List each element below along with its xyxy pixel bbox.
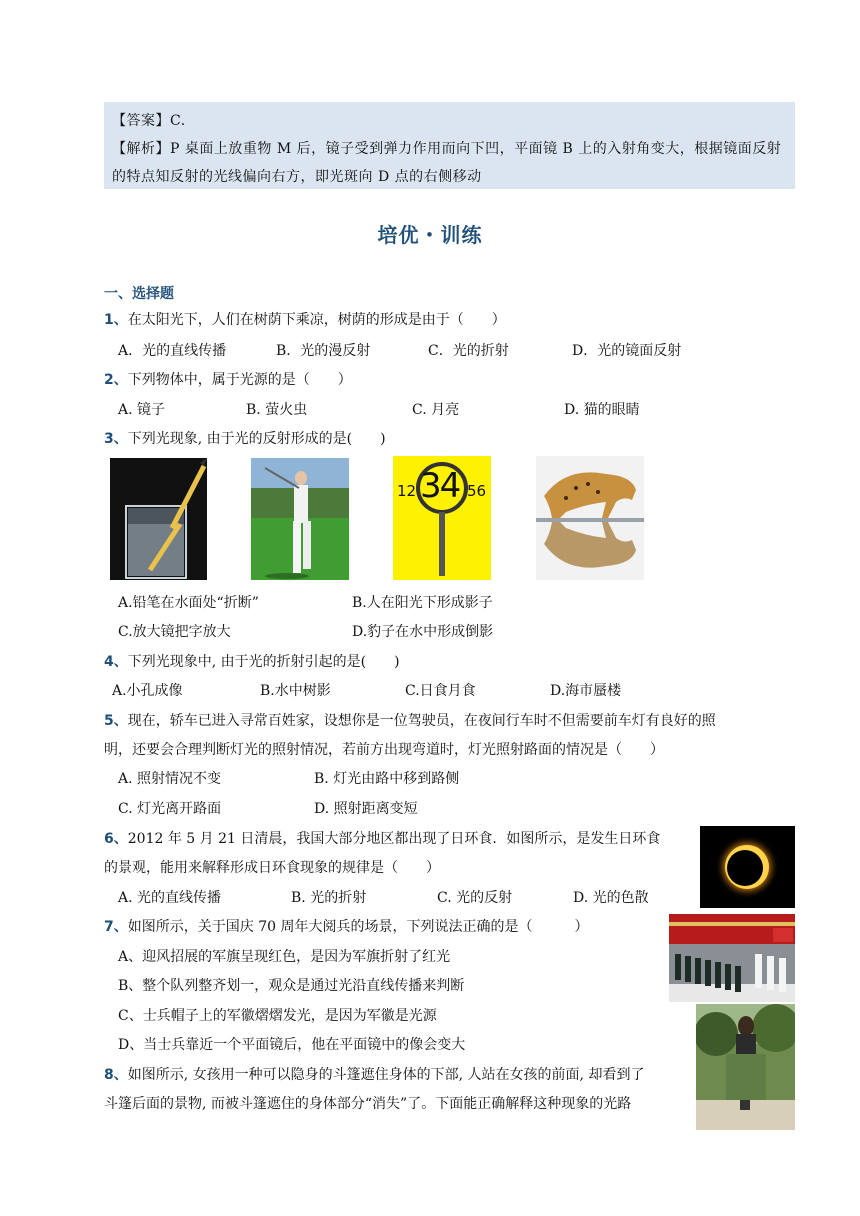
magnifier-digits-center: 34 <box>420 466 460 506</box>
q6-option-c: C. 光的反射 <box>437 890 513 906</box>
question-6 <box>104 828 660 848</box>
q3-option-d: D.豹子在水中形成倒影 <box>352 624 494 640</box>
q2-option-c: C. 月亮 <box>412 402 460 418</box>
question-number: 4、 <box>104 654 128 670</box>
q6-option-d: D. 光的色散 <box>573 890 649 906</box>
question-text-line-1: 如图所示, 女孩用一种可以隐身的斗篷遮住身体的下部, 人站在女孩的前面, 却看到了 <box>127 1067 645 1083</box>
q2-option-d: D. 猫的眼睛 <box>564 402 640 418</box>
page-title: 培优・训练 <box>377 223 483 247</box>
question-5 <box>104 710 716 730</box>
q7-option-d: D、当士兵靠近一个平面镜后，他在平面镜中的像会变大 <box>118 1037 466 1053</box>
q6-option-b: B. 光的折射 <box>291 890 367 906</box>
q7-option-b: B、整个队列整齐划一，观众是通过光沿直线传播来判断 <box>118 978 465 994</box>
question-2 <box>104 369 352 389</box>
analysis-line-2: 的特点知反射的光线偏向右方，即光斑向 D 点的右侧移动 <box>112 169 482 185</box>
magnifier-digits-right: 56 <box>467 482 487 500</box>
q2-option-a: A. 镜子 <box>118 402 166 418</box>
q4-option-c: C.日食月食 <box>405 683 476 699</box>
q1-option-b: B．光的漫反射 <box>276 343 371 359</box>
q1-option-d: D．光的镜面反射 <box>572 343 682 359</box>
q5-option-b: B. 灯光由路中移到路侧 <box>314 771 460 787</box>
answer-label: 【答案】C. <box>112 113 186 129</box>
q7-option-c: C、士兵帽子上的军徽熠熠发光，是因为军徽是光源 <box>118 1008 437 1024</box>
annular-eclipse-image <box>700 826 795 908</box>
question-number: 7、 <box>104 919 128 935</box>
question-text: 下列光现象中, 由于光的折射引起的是( ) <box>127 654 400 670</box>
question-number: 8、 <box>104 1067 128 1083</box>
q4-option-a: A.小孔成像 <box>112 683 183 699</box>
magnifier-image <box>393 456 491 580</box>
golfer-shadow-image <box>251 458 349 580</box>
q2-option-b: B. 萤火虫 <box>246 402 308 418</box>
question-number: 2、 <box>104 372 128 388</box>
question-text: 下列物体中，属于光源的是（ ） <box>127 372 352 388</box>
question-8-line-2: 斗篷后面的景物, 而被斗篷遮住的身体部分“消失”了。下面能正确解释这种现象的光路 <box>104 1096 632 1112</box>
military-parade-image <box>669 914 795 1002</box>
question-number: 6、 <box>104 831 128 847</box>
question-number: 5、 <box>104 713 128 729</box>
section-heading: 一、选择题 <box>104 286 174 302</box>
question-5-line-2: 明，还要会合理判断灯光的照射情况，若前方出现弯道时，灯光照射路面的情况是（ ） <box>104 742 664 758</box>
question-1 <box>104 309 506 329</box>
question-text: 下列光现象, 由于光的反射形成的是( ) <box>127 431 386 447</box>
question-text-line-1: 现在，轿车已进入寻常百姓家，设想你是一位驾驶员，在夜间行车时不但需要前车灯有良好的照 <box>127 713 716 729</box>
q5-option-d: D. 照射距离变短 <box>314 801 418 817</box>
question-text: 在太阳光下，人们在树荫下乘凉，树荫的形成是由于（ ） <box>127 312 506 328</box>
question-7 <box>104 916 588 936</box>
q5-option-a: A. 照射情况不变 <box>118 771 222 787</box>
q4-option-d: D.海市蜃楼 <box>550 683 622 699</box>
question-3 <box>104 428 386 448</box>
leopard-reflection-image <box>536 456 644 580</box>
q1-option-c: C．光的折射 <box>428 343 509 359</box>
question-number: 3、 <box>104 431 128 447</box>
q3-option-c: C.放大镜把字放大 <box>118 624 231 640</box>
question-text-line-1: 2012 年 5 月 21 日清晨，我国大部分地区都出现了日环食．如图所示，是发生日环食 <box>127 831 661 847</box>
analysis-line-1: 【解析】P 桌面上放重物 M 后，镜子受到弹力作用而向下凹，平面镜 B 上的入射角变大，根据镜面反射 <box>112 141 782 157</box>
q3-option-b: B.人在阳光下形成影子 <box>352 595 493 611</box>
q5-option-c: C. 灯光离开路面 <box>118 801 222 817</box>
magnifier-digits-left: 12 <box>397 482 417 500</box>
pencil-in-water-image <box>110 458 207 580</box>
q4-option-b: B.水中树影 <box>260 683 331 699</box>
q1-option-a: A．光的直线传播 <box>118 343 227 359</box>
q6-option-a: A. 光的直线传播 <box>118 890 222 906</box>
question-4 <box>104 651 400 671</box>
question-text: 如图所示，关于国庆 70 周年大阅兵的场景，下列说法正确的是（ ） <box>127 919 589 935</box>
q3-option-a: A.铅笔在水面处“折断” <box>118 595 259 611</box>
question-number: 1、 <box>104 312 128 328</box>
question-6-line-2: 的景观，能用来解释形成日环食现象的规律是（ ） <box>104 860 440 876</box>
invisibility-cloak-girl-image <box>696 1004 795 1130</box>
question-8 <box>104 1064 644 1084</box>
q7-option-a: A、迎风招展的军旗呈现红色，是因为军旗折射了红光 <box>118 949 451 965</box>
